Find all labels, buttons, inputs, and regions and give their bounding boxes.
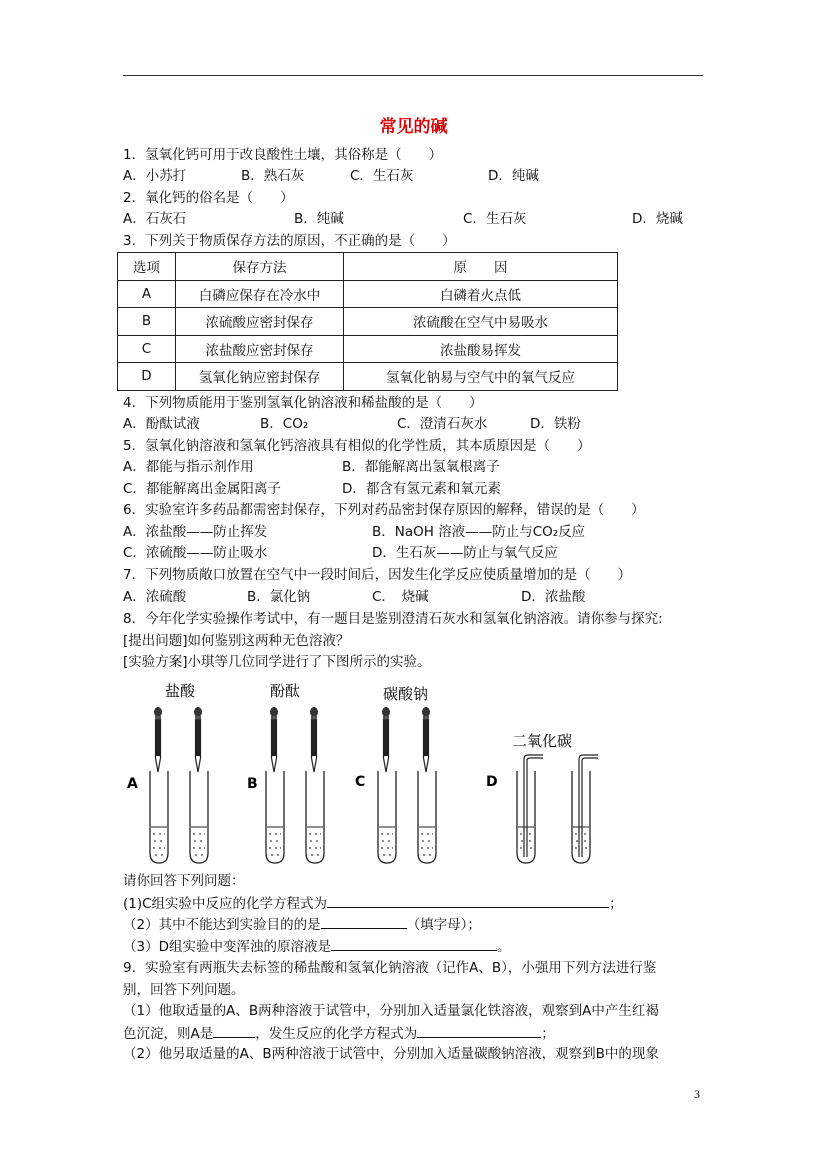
table-cell: B	[118, 308, 176, 336]
q9-part1-end: ；	[541, 1026, 555, 1042]
reagent-label-sodium-carbonate: 碳酸钠	[383, 685, 429, 703]
group-label-b: B	[247, 776, 258, 792]
q5-option-b: B．都能解离出氢氧根离子	[342, 459, 500, 475]
q5-option-c: C．都能解离出金属阳离子	[123, 481, 281, 497]
test-tube-icon	[150, 771, 168, 863]
reagent-label-phenolphthalein: 酚酞	[270, 682, 301, 700]
q3-table	[117, 252, 618, 391]
test-tube-icon	[266, 771, 284, 863]
table-header-row	[118, 253, 618, 281]
q7-option-d: D．浓盐酸	[521, 589, 586, 605]
dropper-icon	[270, 707, 278, 772]
q4-stem: 4．下列物质能用于鉴别氢氧化钠溶液和稀盐酸的是（ ）	[123, 395, 483, 411]
table-cell: 氢氧化钠易与空气中的氧气反应	[344, 363, 618, 391]
answer-blank[interactable]	[213, 1023, 255, 1038]
q2-stem: 2．氧化钙的俗名是（ ）	[123, 190, 294, 206]
q1-stem: 1．氢氧化钙可用于改良酸性土壤，其俗称是（ ）	[123, 147, 443, 163]
q5-option-a: A．都能与指示剂作用	[123, 459, 254, 475]
page-number: 3	[694, 1087, 700, 1101]
q9-part1-line1: （1）他取适量的A、B两种溶液于试管中，分别加入适量氯化铁溶液，观察到A中产生红褐	[123, 1003, 659, 1019]
table-cell: 浓盐酸应密封保存	[176, 335, 344, 363]
group-label-d: D	[486, 774, 498, 790]
q9-part1-text2: ，发生反应的化学方程式为	[255, 1026, 418, 1042]
table-cell: D	[118, 363, 176, 391]
q2-option-b: B．纯碱	[294, 211, 344, 227]
table-cell: A	[118, 280, 176, 308]
q1-option-a: A．小苏打	[123, 168, 187, 184]
dropper-icon	[194, 707, 202, 772]
table-cell: 白磷应保存在冷水中	[176, 280, 344, 308]
q8-part3-end: 。	[496, 939, 511, 955]
table-cell: 氢氧化钠应密封保存	[176, 363, 344, 391]
q7-option-c: C． 烧碱	[372, 589, 429, 605]
q8-part2-end: （填字母）；	[406, 917, 481, 933]
q4-option-b: B．CO₂	[260, 416, 309, 432]
test-tube-icon	[378, 771, 396, 863]
q7-stem: 7．下列物质敞口放置在空气中一段时间后，因发生化学反应使质量增加的是（ ）	[123, 567, 632, 583]
q9-part2-line1: （2）他另取适量的A、B两种溶液于试管中，分别加入适量碳酸钠溶液，观察到B中的现象	[123, 1046, 659, 1062]
q6-option-d: D．生石灰——防止与氧气反应	[372, 545, 558, 561]
page-title: 常见的碱	[379, 117, 448, 137]
dropper-icon	[422, 707, 430, 772]
q5-stem: 5．氢氧化钠溶液和氢氧化钙溶液具有相似的化学性质，其本质原因是（ ）	[123, 438, 591, 454]
q6-option-a: A．浓盐酸——防止挥发	[123, 524, 268, 540]
q9-stem-line2: 别，回答下列问题。	[123, 982, 245, 998]
q1-option-c: C．生石灰	[350, 168, 414, 184]
group-label-c: C	[355, 774, 366, 790]
test-tube-icon	[190, 771, 208, 863]
q7-option-b: B．氯化钠	[247, 589, 311, 605]
table-row	[118, 280, 618, 308]
gas-tube-icon	[517, 755, 543, 863]
q1-option-d: D．纯碱	[488, 168, 539, 184]
q4-option-d: D．铁粉	[530, 416, 581, 432]
answer-blank[interactable]	[327, 893, 609, 908]
dropper-icon	[154, 707, 162, 772]
q4-option-a: A．酚酞试液	[123, 416, 200, 432]
q8-part2	[123, 914, 481, 935]
group-label-a: A	[127, 776, 138, 792]
table-cell: 浓盐酸易挥发	[344, 335, 618, 363]
q6-option-c: C．浓硫酸——防止吸水	[123, 545, 268, 561]
q8-part3-text: （3）D组实验中变浑浊的原溶液是	[123, 939, 331, 955]
q8-part1-text: (1)C组实验中反应的化学方程式为	[123, 896, 328, 912]
q4-option-c: C．澄清石灰水	[397, 416, 488, 432]
reagent-label-carbon-dioxide: 二氧化碳	[512, 732, 573, 750]
q9-stem-line1: 9．实验室有两瓶失去标签的稀盐酸和氢氧化钠溶液（记作A、B），小强用下列方法进行鉴	[123, 960, 657, 976]
q6-stem: 6．实验室许多药品都需密封保存，下列对药品密封保存原因的解释，错误的是（ ）	[123, 502, 645, 518]
q2-option-c: C．生石灰	[463, 211, 527, 227]
answer-blank[interactable]	[417, 1023, 541, 1038]
experiment-figure	[120, 678, 610, 868]
table-header: 选项	[118, 253, 176, 281]
table-header: 保存方法	[176, 253, 344, 281]
table-row	[118, 308, 618, 336]
answer-blank[interactable]	[321, 914, 407, 929]
q6-option-b: B．NaOH 溶液——防止与CO₂反应	[372, 524, 586, 540]
q9-part1-line2	[123, 1023, 555, 1044]
table-cell: 白磷着火点低	[344, 280, 618, 308]
table-header: 原 因	[344, 253, 618, 281]
q2-option-a: A．石灰石	[123, 211, 187, 227]
q2-option-d: D．烧碱	[632, 211, 683, 227]
test-tube-icon	[418, 771, 436, 863]
q3-stem: 3．下列关于物质保存方法的原因，不正确的是（ ）	[123, 233, 456, 249]
table-row	[118, 363, 618, 391]
table-cell: C	[118, 335, 176, 363]
q5-option-d: D．都含有氢元素和氧元素	[342, 481, 501, 497]
q8-stem: 8．今年化学实验操作考试中，有一题目是鉴别澄清石灰水和氢氧化钠溶液。请你参与探究:	[123, 611, 663, 627]
dropper-icon	[382, 707, 390, 772]
q8-ask: 请你回答下列问题：	[123, 873, 245, 889]
q8-part2-text: （2）其中不能达到实验目的的是	[123, 917, 321, 933]
dropper-icon	[310, 707, 318, 772]
header-rule	[123, 75, 703, 76]
q8-part1	[123, 893, 623, 914]
reagent-label-hydrochloric-acid: 盐酸	[165, 682, 196, 700]
table-cell: 浓硫酸应密封保存	[176, 308, 344, 336]
q8-plan: [实验方案]小琪等几位同学进行了下图所示的实验。	[123, 654, 431, 670]
q9-part1-text: 色沉淀，则A是	[123, 1026, 214, 1042]
answer-blank[interactable]	[331, 936, 497, 951]
table-cell: 浓硫酸在空气中易吸水	[344, 308, 618, 336]
q8-problem: [提出问题]如何鉴别这两种无色溶液？	[123, 633, 350, 649]
q1-option-b: B．熟石灰	[241, 168, 305, 184]
test-tube-icon	[306, 771, 324, 863]
q7-option-a: A．浓硫酸	[123, 589, 187, 605]
gas-tube-icon	[572, 755, 598, 863]
q8-part3	[123, 936, 510, 957]
q8-part1-end: ；	[609, 896, 623, 912]
table-row	[118, 335, 618, 363]
